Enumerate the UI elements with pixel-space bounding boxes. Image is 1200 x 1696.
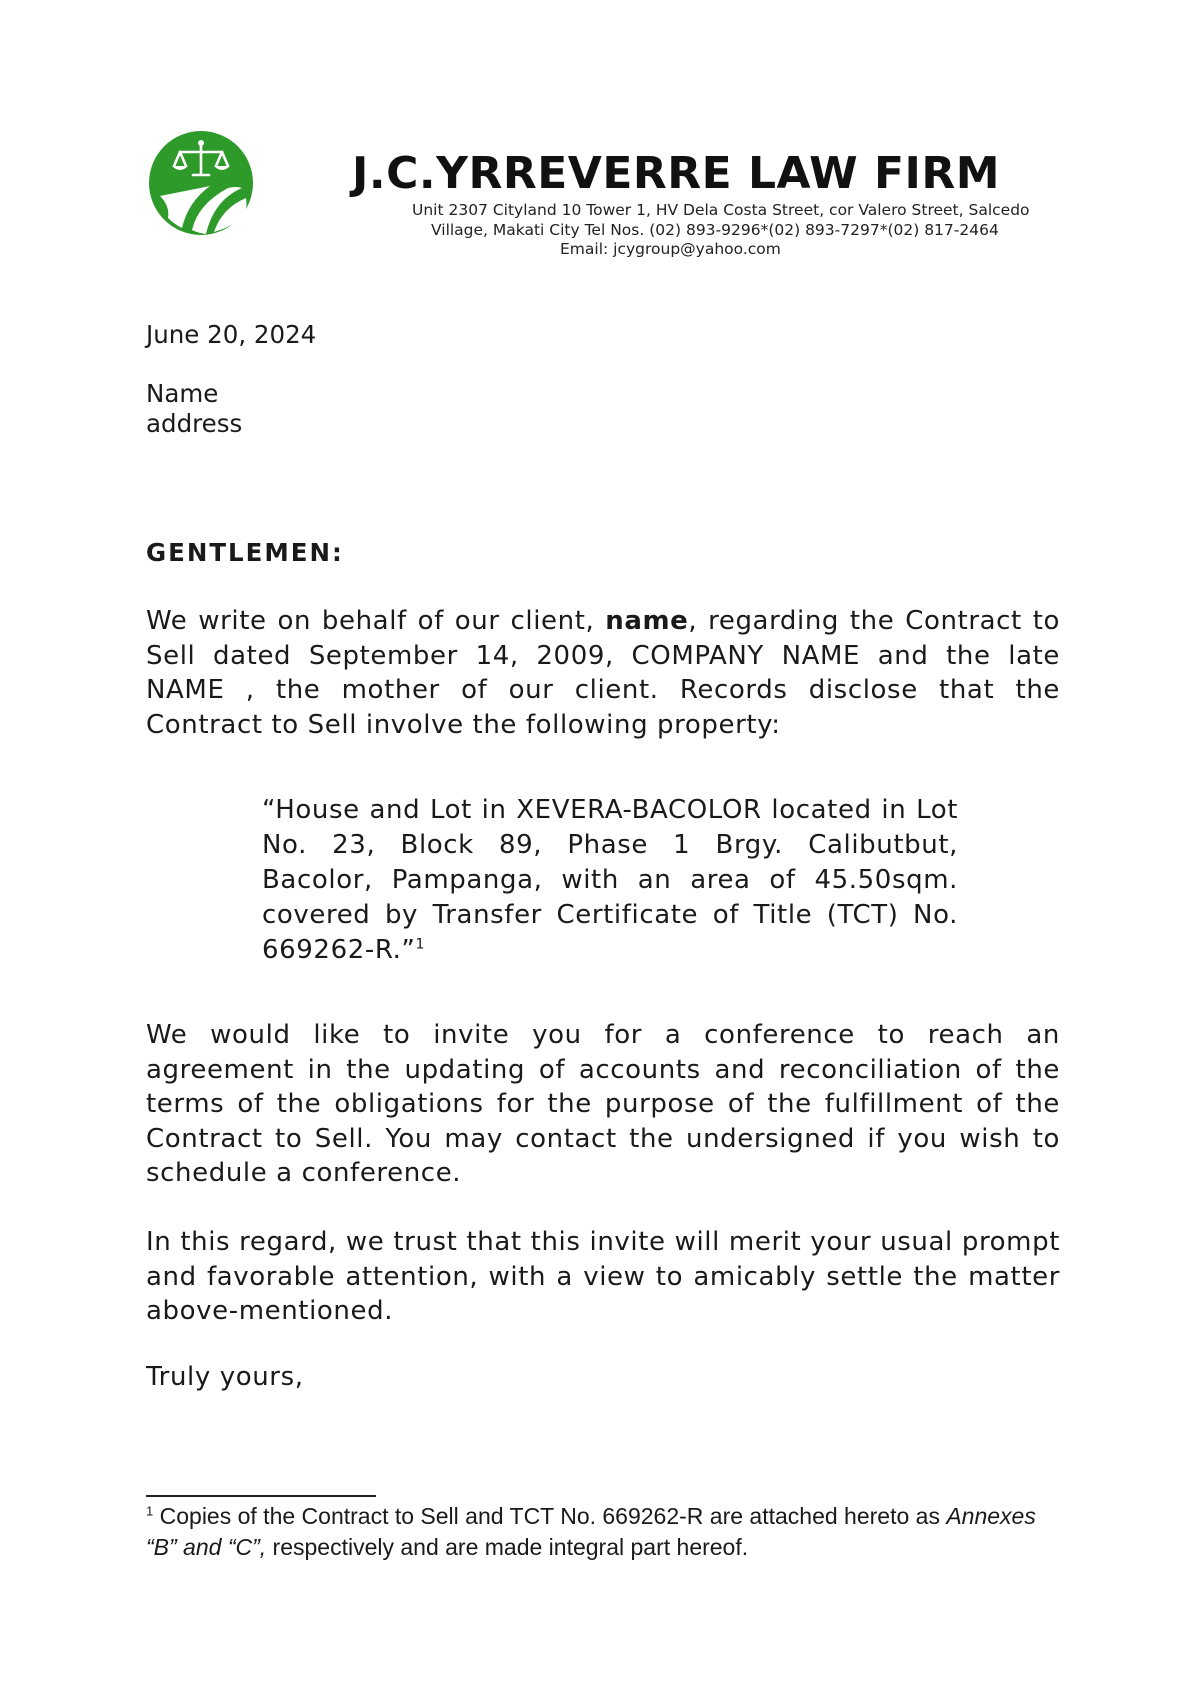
footnote-number: 1	[146, 1503, 154, 1519]
firm-name: J.C.YRREVERRE LAW FIRM	[352, 148, 1001, 199]
footnote-text-before: Copies of the Contract to Sell and TCT No. 669262-R are attached hereto as	[153, 1503, 947, 1529]
footnote-annexes: Annexes “B” and “C”,	[146, 1503, 1036, 1560]
footnote	[146, 1501, 1066, 1563]
paragraph-regard: In this regard, we trust that this invite will merit your usual prompt and favorable attention, with a view to amicably settle the matter above-mentioned.	[146, 1227, 1060, 1326]
recipient-name: Name	[146, 379, 219, 408]
paragraph-intro-after: , regarding the Contract to Sell dated September 14, 2009, COMPANY NAME and the late NAME , the mother of our client. Records disclose that the Contract to Sell involve the following property:	[146, 606, 1060, 740]
footnote-divider	[146, 1495, 376, 1497]
recipient-address: address	[146, 409, 243, 438]
salutation: GENTLEMEN:	[146, 538, 344, 567]
law-firm-logo-icon	[148, 130, 254, 236]
letter-date: June 20, 2024	[146, 320, 317, 349]
firm-address-line-1: Unit 2307 Cityland 10 Tower 1, HV Dela Costa Street, cor Valero Street, Salcedo	[412, 201, 1030, 219]
footnote-reference: 1	[415, 936, 426, 953]
firm-email-line: Email: jcygroup@yahoo.com	[560, 240, 781, 258]
paragraph-intro-before: We write on behalf of our client,	[146, 606, 606, 636]
property-quote-text: “House and Lot in XEVERA-BACOLOR located in Lot No. 23, Block 89, Phase 1 Brgy. Calibutbut, Bacolor, Pampanga, with an area of 45.50sqm. covered by Transfer Certificate of Title (TCT) No. 669262-R.”	[262, 795, 958, 965]
paragraph-intro	[146, 604, 1060, 742]
footnote-text-after: respectively and are made integral part hereof.	[266, 1534, 749, 1560]
closing: Truly yours,	[146, 1362, 304, 1392]
firm-address-line-2: Village, Makati City Tel Nos. (02) 893-9296*(02) 893-7297*(02) 817-2464	[431, 221, 999, 239]
paragraph-invitation: We would like to invite you for a conference to reach an agreement in the updating of accounts and reconciliation of the terms of the obligations for the purpose of the fulfillment of the Contract to Sell. You may contact the undersigned if you wish to schedule a conference.	[146, 1020, 1060, 1188]
client-name: name	[605, 606, 689, 636]
property-quote	[262, 793, 958, 968]
